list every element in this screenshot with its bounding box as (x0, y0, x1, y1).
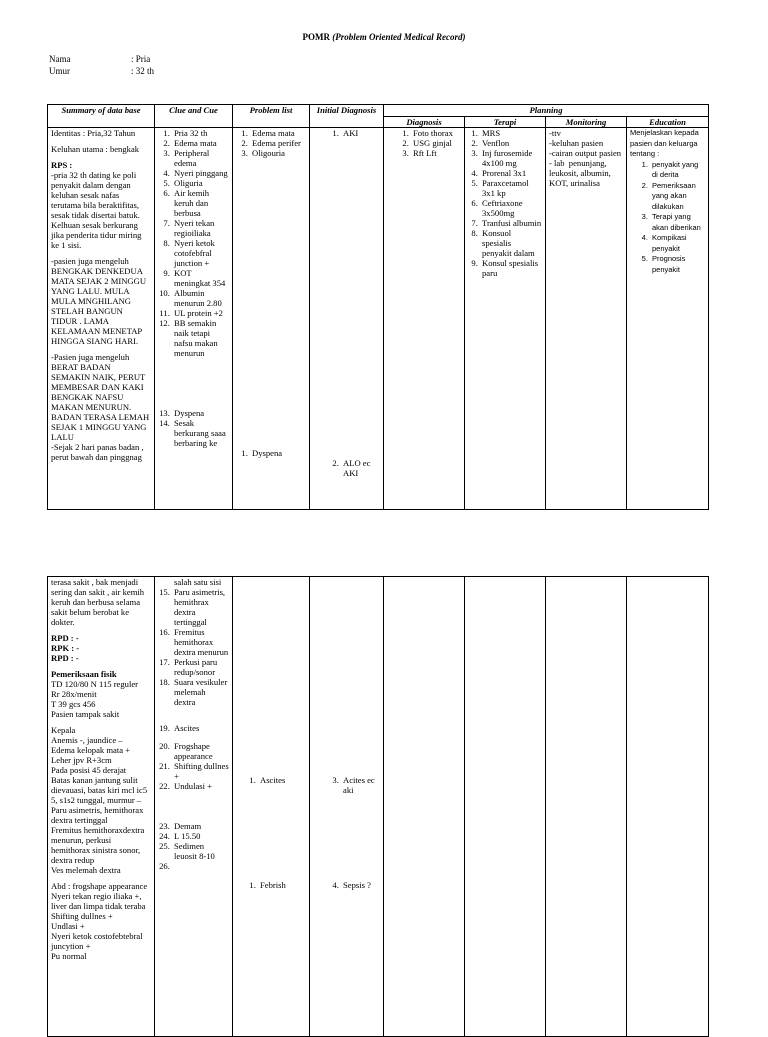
list-item: 23. Demam (172, 821, 229, 831)
rpk: RPK : - (51, 643, 80, 653)
initial-ascites-list (313, 775, 380, 795)
education-list (630, 160, 705, 276)
summary-p4: -Sejak 2 hari panas badan , perut bawah dan pinggnag (51, 442, 144, 462)
summary-keluhan: Keluhan utama : bengkak (51, 144, 140, 154)
initial-list (313, 128, 380, 138)
pemeriksaan-label: Pemeriksaan fisik (51, 669, 117, 679)
list-item: 3. Rft Lft (411, 148, 461, 158)
header-initial: Initial Diagnosis (310, 105, 384, 128)
summary-rps-label: RPS : (51, 160, 73, 170)
monitoring-cell-2 (546, 577, 627, 1037)
list-item: 9. KOT meningkat 354 (172, 268, 229, 288)
list-item: 17. Perkusi paru redup/sonor (172, 657, 229, 677)
education-intro: Menjelaskan kepada pasien dan keluarga tentang : (630, 128, 699, 158)
list-item: 1. AKI (341, 128, 380, 138)
summary-cell (48, 128, 155, 510)
clue-cell (155, 128, 233, 510)
header-monitoring: Monitoring (546, 117, 627, 128)
list-item: 14. Sesak berkurang saaa berbaring ke (172, 418, 229, 448)
list-item: 8. Nyeri ketok cotofebfral junction + (172, 238, 229, 268)
list-item: 10. Albumin menurun 2.80 (172, 288, 229, 308)
header-problem: Problem list (233, 105, 310, 128)
list-item: 20. Frogshape appearance (172, 741, 229, 761)
list-item: 3. Oligouria (250, 148, 306, 158)
list-item: 1. Dyspena (250, 448, 306, 458)
kepala: Kepala Anemis -, jaundice – Edema kelopak mata + Leher jpv R+3cm Pada posisi 45 derajat Batas kanan jantung sulit dievauasi, batas kiri mcl ic5 5, s1s2 tunggal, murmur – Paru asimetris, hemithorax dextra tertinggal Fremitus hemithoraxdextra menurun, perkusi hemithorax sinistra sonor, dextra redup Ves melemah dextra (51, 725, 148, 875)
rpd2: RPD : - (51, 653, 79, 663)
list-item: 22. Undulasi + (172, 781, 229, 791)
name-value: : Pria (131, 54, 151, 64)
list-item: 2. ALO ec AKI (341, 458, 380, 478)
list-item (172, 861, 229, 871)
problem-list (236, 128, 306, 158)
list-item: 6. Ceftriaxone 3x500mg (480, 198, 542, 218)
list-item: 1. Edema mata (250, 128, 306, 138)
terapi-cell-2 (465, 577, 546, 1037)
age-value: : 32 th (131, 66, 155, 76)
terapi-list (468, 128, 542, 278)
clue-cell-2 (155, 577, 233, 1037)
list-item: 4. Nyeri pinggang (172, 168, 229, 178)
document-title: POMR (Problem Oriented Medical Record) (302, 32, 466, 42)
patient-age-row (49, 66, 154, 76)
list-item: 24. L 15.50 (172, 831, 229, 841)
list-item: 4. Prorenal 3x1 (480, 168, 542, 178)
list-item: 1. MRS (480, 128, 542, 138)
clue-list-c (158, 821, 229, 871)
list-item: 4. Kompikasi penyakit (650, 233, 705, 254)
diagnosis-cell (384, 128, 465, 510)
list-item: 5. Paraxcetamol 3x1 kp (480, 178, 542, 198)
summary-p3: -Pasien juga mengeluh BERAT BADAN SEMAKIN NAIK, PERUT MEMBESAR DAN KAKI BENGKAK NAFSU MAKAN MENURUN. BADAN TERASA LEMAH SEJAK 1 MINGGU YANG LALU (51, 352, 150, 442)
initial-cell (310, 128, 384, 510)
education-cell (627, 128, 709, 510)
list-item: 3. Terapi yang akan diberikan (650, 212, 705, 233)
pomr-table-page1 (47, 104, 709, 510)
pemeriksaan: TD 120/80 N 115 reguler Rr 28x/menit T 39 gcs 456 Pasien tampak sakit (51, 679, 139, 719)
list-item: 2. USG ginjal (411, 138, 461, 148)
list-item: 5. Oliguria (172, 178, 229, 188)
list-item: 19. Ascites (172, 723, 229, 733)
clue-top: salah satu sisi (174, 577, 222, 587)
pomr-table-page2 (47, 576, 709, 1037)
terapi-cell (465, 128, 546, 510)
education-cell-2 (627, 577, 709, 1037)
list-item: 3. Peripheral edema (172, 148, 229, 168)
list-item: 12. BB semakin naik tetapi nafsu makan menurun (172, 318, 229, 358)
clue-list-a (158, 587, 229, 707)
list-item: 11. UL protein +2 (172, 308, 229, 318)
diagnosis-list (387, 128, 461, 158)
list-item: 1. Foto thorax (411, 128, 461, 138)
list-item: 21. Shifting dullnes + (172, 761, 229, 781)
list-item: 1. Pria 32 th (172, 128, 229, 138)
header-education: Education (627, 117, 709, 128)
list-item: 3. Acites ec aki (341, 775, 380, 795)
summary-cell-2 (48, 577, 155, 1037)
name-label: Nama (49, 54, 71, 64)
list-item: 2. Edema perifer (250, 138, 306, 148)
list-item: 15. Paru asimetris, hemithrax dextra tertinggal (172, 587, 229, 627)
list-item: 25. Sedimen leuosit 8-10 (172, 841, 229, 861)
summary-identity: Identitas : Pria,32 Tahun (51, 128, 136, 138)
list-item: 18. Suara vesikuler melemah dextra (172, 677, 229, 707)
list-item: 7. Nyeri tekan regioiliaka (172, 218, 229, 238)
problem-ascites-list (236, 775, 306, 785)
header-summary: Summary of data base (48, 105, 155, 128)
monitoring-cell: -ttv -keluhan pasien -cairan output pasien - lab penunjang, leukosit, albumin, KOT, urinalisa (546, 128, 627, 510)
list-item: 16. Fremitus hemithorax dextra menurun (172, 627, 229, 657)
problem-cell (233, 128, 310, 510)
list-item: 1. Febrish (258, 880, 306, 890)
header-planning: Planning (384, 105, 709, 117)
age-label: Umur (49, 66, 70, 76)
problem-cell-2 (233, 577, 310, 1037)
list-item: 6. Air kemih keruh dan berbusa (172, 188, 229, 218)
problem-list-2 (236, 448, 306, 458)
list-item: 4. Sepsis ? (341, 880, 380, 890)
list-item: 2. Venflon (480, 138, 542, 148)
list-item: 8. Konsuol spesialis penyakit dalam (480, 228, 542, 258)
initial-sepsis-list (313, 880, 380, 890)
list-item: 5. Prognosis penyakit (650, 254, 705, 275)
initial-list-2 (313, 458, 380, 478)
header-diagnosis: Diagnosis (384, 117, 465, 128)
list-item: 9. Konsul spesialis paru (480, 258, 542, 278)
diagnosis-cell-2 (384, 577, 465, 1037)
summary-top: terasa sakit , bak menjadi sering dan sakit , air kemih keruh dan berbusa selama sakit belum berobat ke dokter. (51, 577, 145, 627)
patient-name-row (49, 54, 150, 64)
list-item: 13. Dyspena (172, 408, 229, 418)
summary-rps: -pria 32 th dating ke poli penyakit dalam dengan keluhan sesak nafas terutama bila beraktifitas, sesak tidak disertai batuk. Kelhuan sesak berkurang jika penderita tidur miring ke 1 sisi. (51, 170, 142, 250)
summary-p2: -pasien juga mengeluh BENGKAK DENKEDUA MATA SEJAK 2 MINGGU YANG LALU. MULA MULA MNGHILANG STELAH BANGUN TIDUR . LAMA KELAMAAN MENETAP HINGGA SIANG HARI. (51, 256, 147, 346)
list-item: 7. Tranfusi albumin (480, 218, 542, 228)
clue-list-2 (158, 408, 229, 448)
clue-list-b (158, 723, 229, 791)
abdomen: Abd : frogshape appearance Nyeri tekan regio iliaka +, liver dan limpa tidak teraba Shifting dullnes + Undlasi + Nyeri ketok costofebtebral juncytion + Pu normal (51, 881, 148, 961)
list-item: 2. Edema mata (172, 138, 229, 148)
rpd: RPD : - (51, 633, 79, 643)
problem-febrish-list (236, 880, 306, 890)
list-item: 2. Pemeriksaan yang akan dilakukan (650, 181, 705, 213)
list-item: 1. penyakit yang di derita (650, 160, 705, 181)
initial-cell-2 (310, 577, 384, 1037)
clue-list (158, 128, 229, 358)
header-clue: Clue and Cue (155, 105, 233, 128)
header-terapi: Terapi (465, 117, 546, 128)
list-item: 1. Ascites (258, 775, 306, 785)
list-item: 3. Inj furosemide 4x100 mg (480, 148, 542, 168)
